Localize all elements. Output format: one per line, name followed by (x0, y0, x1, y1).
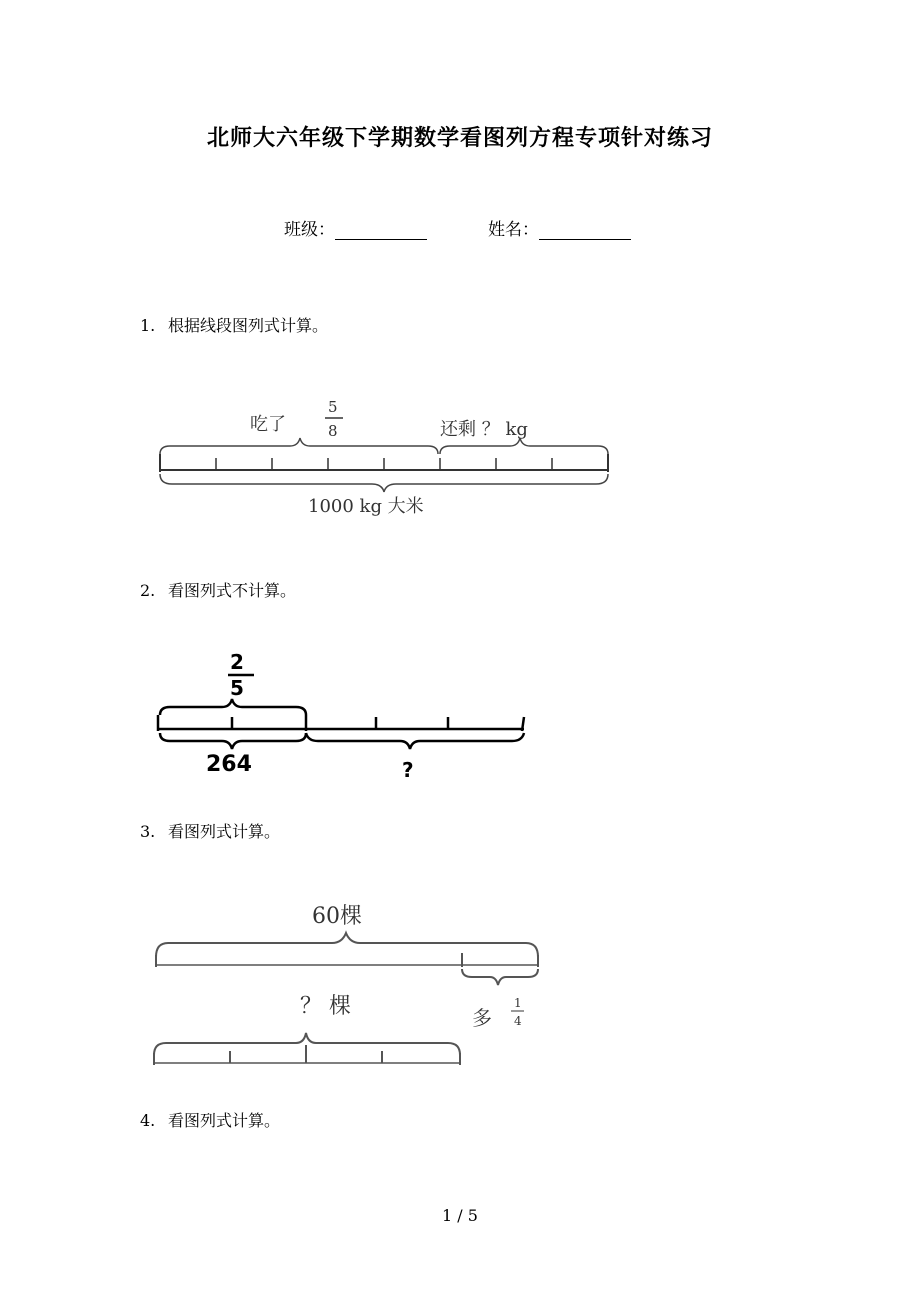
unknown-mark: ? (402, 758, 414, 782)
fraction-numerator: 2 (230, 650, 244, 674)
fraction-denominator: 4 (514, 1014, 522, 1028)
page-number: 1 / 5 (442, 1206, 478, 1225)
question-text: 看图列式不计算。 (168, 581, 297, 600)
fraction-denominator: 8 (328, 422, 338, 440)
question-3 (140, 819, 280, 842)
fraction-denominator: 5 (230, 676, 244, 700)
page-title: 北师大六年级下学期数学看图列方程专项针对练习 (206, 125, 713, 151)
question-4 (140, 1108, 280, 1131)
figure-1-line-diagram (150, 390, 620, 525)
figure-3-line-diagram (150, 895, 550, 1075)
class-label: 班级： (284, 220, 335, 240)
question-number: 1. (140, 316, 156, 335)
question-number: 2. (140, 581, 156, 600)
question-text: 根据线段图列式计算。 (168, 316, 329, 335)
fraction-numerator: 5 (328, 398, 338, 416)
name-label: 姓名： (488, 220, 539, 240)
eaten-label: 吃了 (250, 414, 286, 435)
class-blank[interactable] (335, 223, 427, 240)
more-label: 多 (472, 1006, 492, 1030)
top-label: 60棵 (312, 904, 362, 929)
question-number: 3. (140, 822, 156, 841)
fraction-numerator: 1 (514, 996, 522, 1010)
question-2 (140, 578, 296, 601)
name-blank[interactable] (539, 223, 631, 240)
class-field (284, 215, 427, 240)
remain-label: 还剩 ？ kg (440, 419, 528, 440)
total-label: 1000 kg 大米 (308, 496, 424, 517)
bottom-label: ？ 棵 (300, 994, 351, 1019)
question-1 (140, 313, 328, 336)
question-text: 看图列式计算。 (168, 822, 281, 841)
name-field (488, 215, 631, 240)
question-number: 4. (140, 1111, 156, 1130)
known-value: 264 (206, 752, 252, 777)
question-text: 看图列式计算。 (168, 1111, 281, 1130)
figure-2-line-diagram (150, 645, 540, 785)
